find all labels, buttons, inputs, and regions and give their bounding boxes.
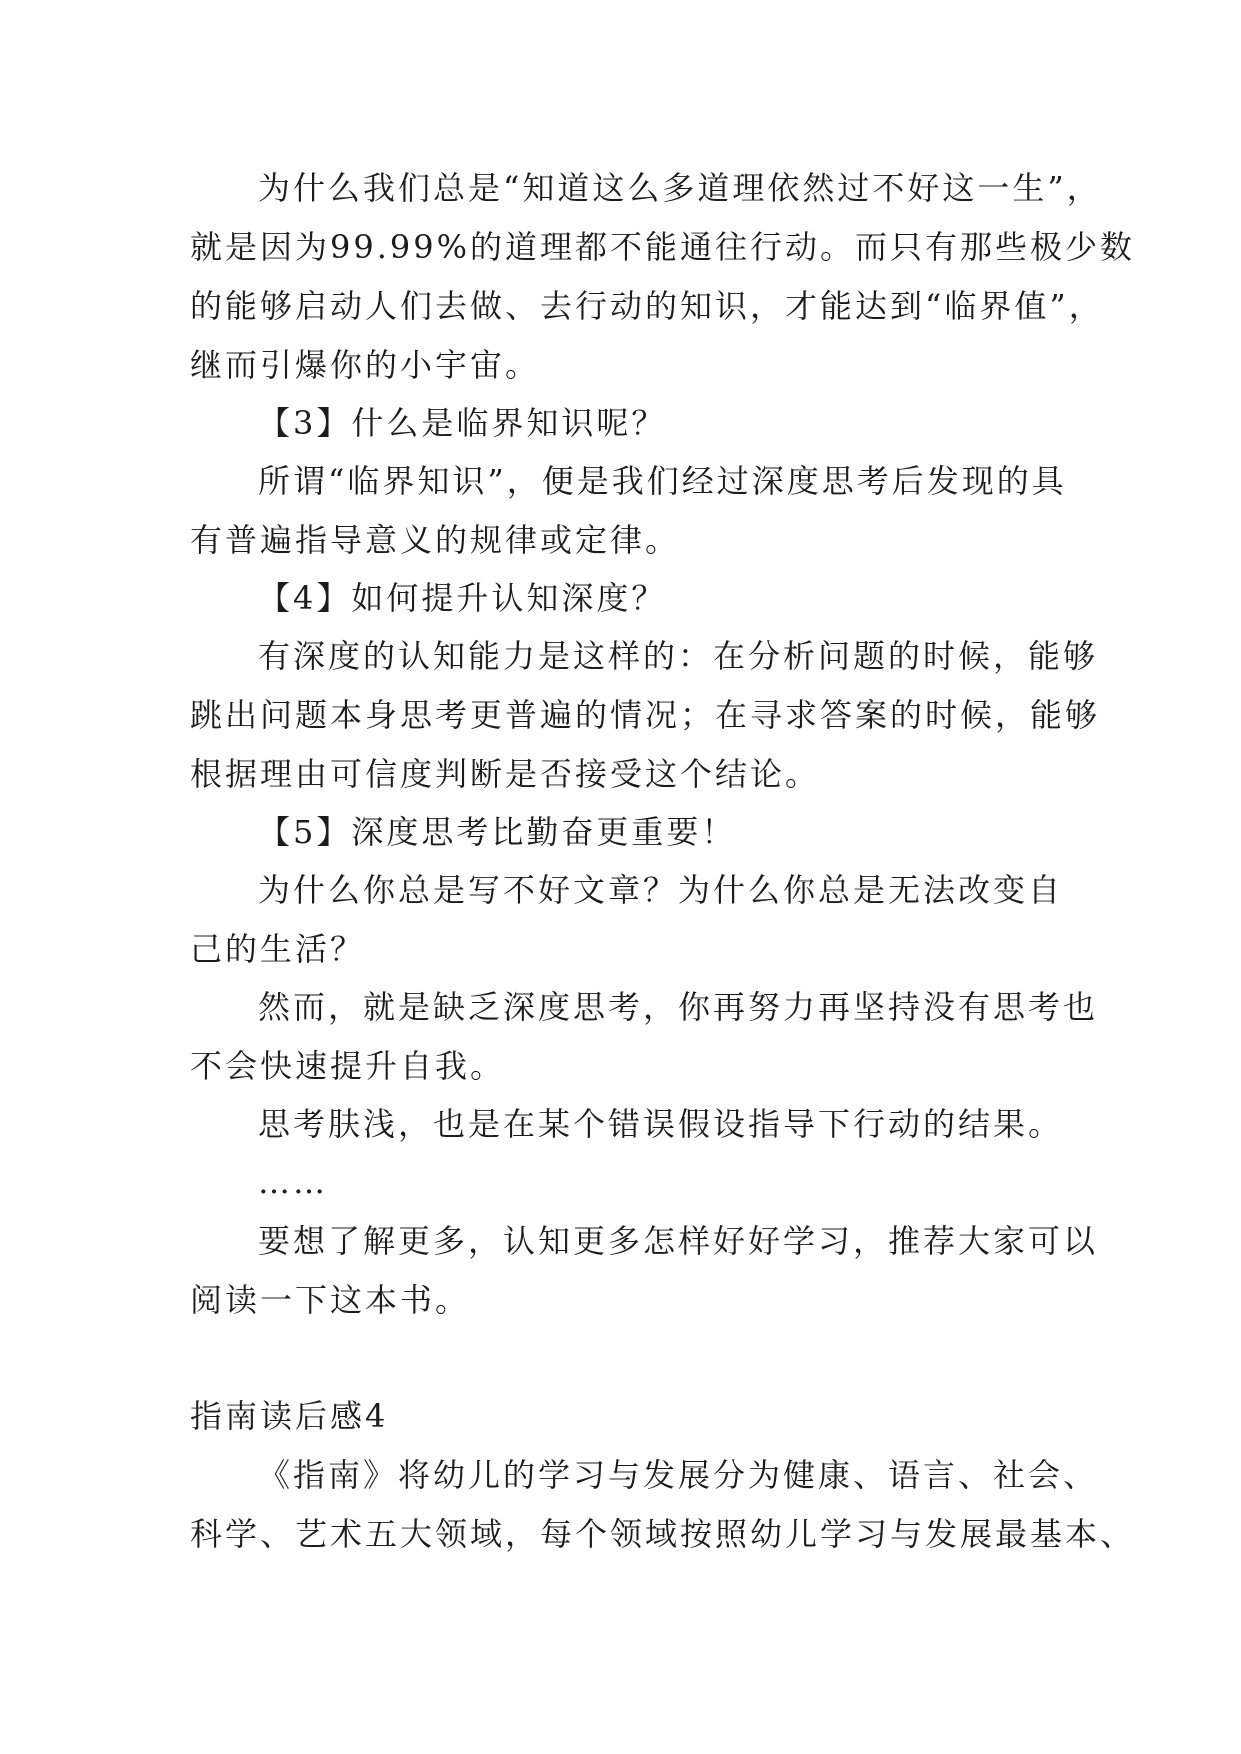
paragraph-line: 所谓“临界知识”，便是我们经过深度思考后发现的具 [258,462,1067,500]
paragraph-line: 不会快速提升自我。 [190,1047,506,1085]
paragraph-line: 继而引爆你的小宇宙。 [190,346,541,384]
paragraph-line: 要想了解更多，认知更多怎样好好学习，推荐大家可以 [258,1222,1099,1260]
paragraph-line: 科学、艺术五大领域，每个领域按照幼儿学习与发展最基本、 [190,1515,1136,1553]
paragraph-line: 为什么我们总是“知道这么多道理依然过不好这一生”， [258,169,1102,207]
paragraph-line: 为什么你总是写不好文章？为什么你总是无法改变自 [258,871,1064,909]
section-heading: 【4】如何提升认知深度？ [258,579,667,617]
paragraph-line: 《指南》将幼儿的学习与发展分为健康、语言、社会、 [258,1456,1099,1494]
paragraph-line: 思考肤浅，也是在某个错误假设指导下行动的结果。 [258,1105,1064,1143]
ellipsis-line: …… [258,1163,328,1201]
section-heading: 【3】什么是临界知识呢？ [258,404,667,442]
section-heading: 【5】深度思考比勤奋更重要！ [258,813,737,851]
paragraph-line: 有深度的认知能力是这样的：在分析问题的时候，能够 [258,637,1099,675]
paragraph-line: 然而，就是缺乏深度思考，你再努力再坚持没有思考也 [258,988,1099,1026]
section-title: 指南读后感4 [190,1397,389,1435]
paragraph-line: 的能够启动人们去做、去行动的知识，才能达到“临界值”， [190,287,1104,325]
paragraph-line: 就是因为99.99%的道理都不能通往行动。而只有那些极少数 [190,228,1136,266]
paragraph-line: 有普遍指导意义的规律或定律。 [190,521,681,559]
paragraph-line: 根据理由可信度判断是否接受这个结论。 [190,755,821,793]
paragraph-line: 己的生活？ [190,930,366,968]
paragraph-line: 跳出问题本身思考更普遍的情况；在寻求答案的时候，能够 [190,696,1101,734]
paragraph-line: 阅读一下这本书。 [190,1281,471,1319]
